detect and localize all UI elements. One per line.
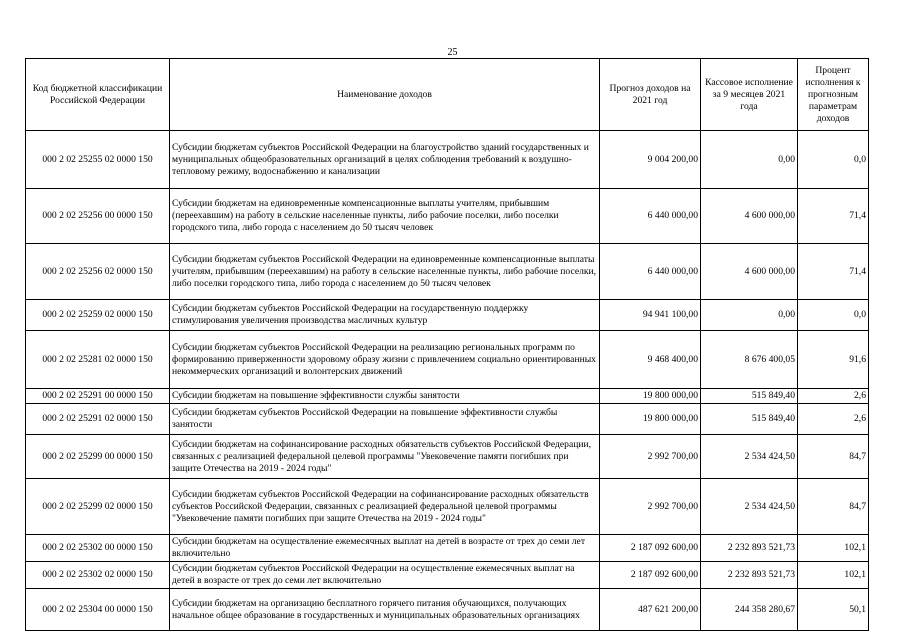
row-percent: 91,6 bbox=[798, 331, 869, 389]
row-forecast: 6 440 000,00 bbox=[600, 189, 701, 244]
row-code: 000 2 02 25291 02 0000 150 bbox=[26, 404, 170, 435]
row-execution: 0,00 bbox=[701, 300, 798, 331]
row-code: 000 2 02 25281 02 0000 150 bbox=[26, 331, 170, 389]
header-execution: Кассовое исполнение за 9 месяцев 2021 года bbox=[701, 59, 798, 131]
table-row bbox=[26, 404, 869, 435]
table-row bbox=[26, 131, 869, 189]
row-code: 000 2 02 25256 02 0000 150 bbox=[26, 244, 170, 300]
row-code: 000 2 02 25259 02 0000 150 bbox=[26, 300, 170, 331]
row-execution: 515 849,40 bbox=[701, 389, 798, 404]
row-percent: 0,0 bbox=[798, 131, 869, 189]
table-header-row bbox=[26, 59, 869, 131]
row-forecast: 2 187 092 600,00 bbox=[600, 562, 701, 589]
row-execution: 244 358 280,67 bbox=[701, 589, 798, 631]
row-name: Субсидии бюджетам на единовременные компенсационные выплаты учителям, прибывшим (переехавшим) на работу в сельские населенные пункты, либо рабочие поселки, либо поселки городского типа, либо города с населением до 50 тысяч человек bbox=[170, 189, 600, 244]
row-forecast: 2 187 092 600,00 bbox=[600, 535, 701, 562]
row-name: Субсидии бюджетам субъектов Российской Федерации на единовременные компенсационные выплаты учителям, прибывшим (переехавшим) на работу в сельские населенные пункты, либо рабочие поселки, либо поселки городского типа, либо города с населением до 50 тысяч человек bbox=[170, 244, 600, 300]
table-row bbox=[26, 244, 869, 300]
row-forecast: 94 941 100,00 bbox=[600, 300, 701, 331]
row-name: Субсидии бюджетам на повышение эффективности службы занятости bbox=[170, 389, 600, 404]
row-execution: 0,00 bbox=[701, 131, 798, 189]
row-percent: 0,0 bbox=[798, 300, 869, 331]
table-row bbox=[26, 535, 869, 562]
row-execution: 2 534 424,50 bbox=[701, 435, 798, 479]
table-row bbox=[26, 189, 869, 244]
row-forecast: 6 440 000,00 bbox=[600, 244, 701, 300]
row-code: 000 2 02 25302 00 0000 150 bbox=[26, 535, 170, 562]
row-execution: 515 849,40 bbox=[701, 404, 798, 435]
row-percent: 50,1 bbox=[798, 589, 869, 631]
row-name: Субсидии бюджетам субъектов Российской Федерации на осуществление ежемесячных выплат на детей в возрасте от трех до семи лет включительно bbox=[170, 562, 600, 589]
row-execution: 2 232 893 521,73 bbox=[701, 562, 798, 589]
row-percent: 71,4 bbox=[798, 244, 869, 300]
header-name: Наименование доходов bbox=[170, 59, 600, 131]
row-percent: 84,7 bbox=[798, 435, 869, 479]
row-name: Субсидии бюджетам на организацию бесплатного горячего питания обучающихся, получающих начальное общее образование в государственных и муниципальных образовательных организациях bbox=[170, 589, 600, 631]
table-row bbox=[26, 562, 869, 589]
row-name: Субсидии бюджетам субъектов Российской Федерации на государственную поддержку стимулирования увеличения производства масличных культур bbox=[170, 300, 600, 331]
row-percent: 84,7 bbox=[798, 479, 869, 535]
table-row bbox=[26, 589, 869, 631]
row-code: 000 2 02 25255 02 0000 150 bbox=[26, 131, 170, 189]
row-forecast: 9 468 400,00 bbox=[600, 331, 701, 389]
row-forecast: 2 992 700,00 bbox=[600, 435, 701, 479]
row-code: 000 2 02 25299 00 0000 150 bbox=[26, 435, 170, 479]
row-percent: 71,4 bbox=[798, 189, 869, 244]
table-row bbox=[26, 435, 869, 479]
row-percent: 102,1 bbox=[798, 562, 869, 589]
row-execution: 2 232 893 521,73 bbox=[701, 535, 798, 562]
row-code: 000 2 02 25304 00 0000 150 bbox=[26, 589, 170, 631]
page-number: 25 bbox=[447, 47, 458, 58]
income-table bbox=[25, 58, 869, 631]
row-forecast: 9 004 200,00 bbox=[600, 131, 701, 189]
table-row bbox=[26, 389, 869, 404]
row-name: Субсидии бюджетам субъектов Российской Федерации на благоустройство зданий государственных и муниципальных общеобразовательных организаций в целях соблюдения требований к воздушно-тепловому режиму, водоснабжению и канализации bbox=[170, 131, 600, 189]
row-code: 000 2 02 25256 00 0000 150 bbox=[26, 189, 170, 244]
row-forecast: 487 621 200,00 bbox=[600, 589, 701, 631]
row-execution: 8 676 400,05 bbox=[701, 331, 798, 389]
row-code: 000 2 02 25291 00 0000 150 bbox=[26, 389, 170, 404]
row-name: Субсидии бюджетам субъектов Российской Федерации на софинансирование расходных обязательств субъектов Российской Федерации, связанных с реализацией федеральной целевой программы "Увековечение памяти погибших при защите Отечества на 2019 - 2024 годы" bbox=[170, 479, 600, 535]
row-percent: 102,1 bbox=[798, 535, 869, 562]
header-code: Код бюджетной классификации Российской Федерации bbox=[26, 59, 170, 131]
row-execution: 4 600 000,00 bbox=[701, 244, 798, 300]
row-execution: 2 534 424,50 bbox=[701, 479, 798, 535]
row-forecast: 2 992 700,00 bbox=[600, 479, 701, 535]
row-execution: 4 600 000,00 bbox=[701, 189, 798, 244]
row-forecast: 19 800 000,00 bbox=[600, 404, 701, 435]
row-code: 000 2 02 25299 02 0000 150 bbox=[26, 479, 170, 535]
row-name: Субсидии бюджетам на софинансирование расходных обязательств субъектов Российской Федерации, связанных с реализацией федеральной целевой программы "Увековечение памяти погибших при защите Отечества на 2019 - 2024 годы" bbox=[170, 435, 600, 479]
row-name: Субсидии бюджетам субъектов Российской Федерации на повышение эффективности службы занятости bbox=[170, 404, 600, 435]
table-row bbox=[26, 479, 869, 535]
header-forecast: Прогноз доходов на 2021 год bbox=[600, 59, 701, 131]
table-row bbox=[26, 300, 869, 331]
row-forecast: 19 800 000,00 bbox=[600, 389, 701, 404]
row-percent: 2,6 bbox=[798, 389, 869, 404]
header-percent: Процент исполнения к прогнозным параметрам доходов bbox=[798, 59, 869, 131]
row-name: Субсидии бюджетам субъектов Российской Федерации на реализацию региональных программ по формированию приверженности здоровому образу жизни с привлечением социально ориентированных некоммерческих организаций и волонтерских движений bbox=[170, 331, 600, 389]
row-percent: 2,6 bbox=[798, 404, 869, 435]
row-name: Субсидии бюджетам на осуществление ежемесячных выплат на детей в возрасте от трех до семи лет включительно bbox=[170, 535, 600, 562]
table-row bbox=[26, 331, 869, 389]
row-code: 000 2 02 25302 02 0000 150 bbox=[26, 562, 170, 589]
